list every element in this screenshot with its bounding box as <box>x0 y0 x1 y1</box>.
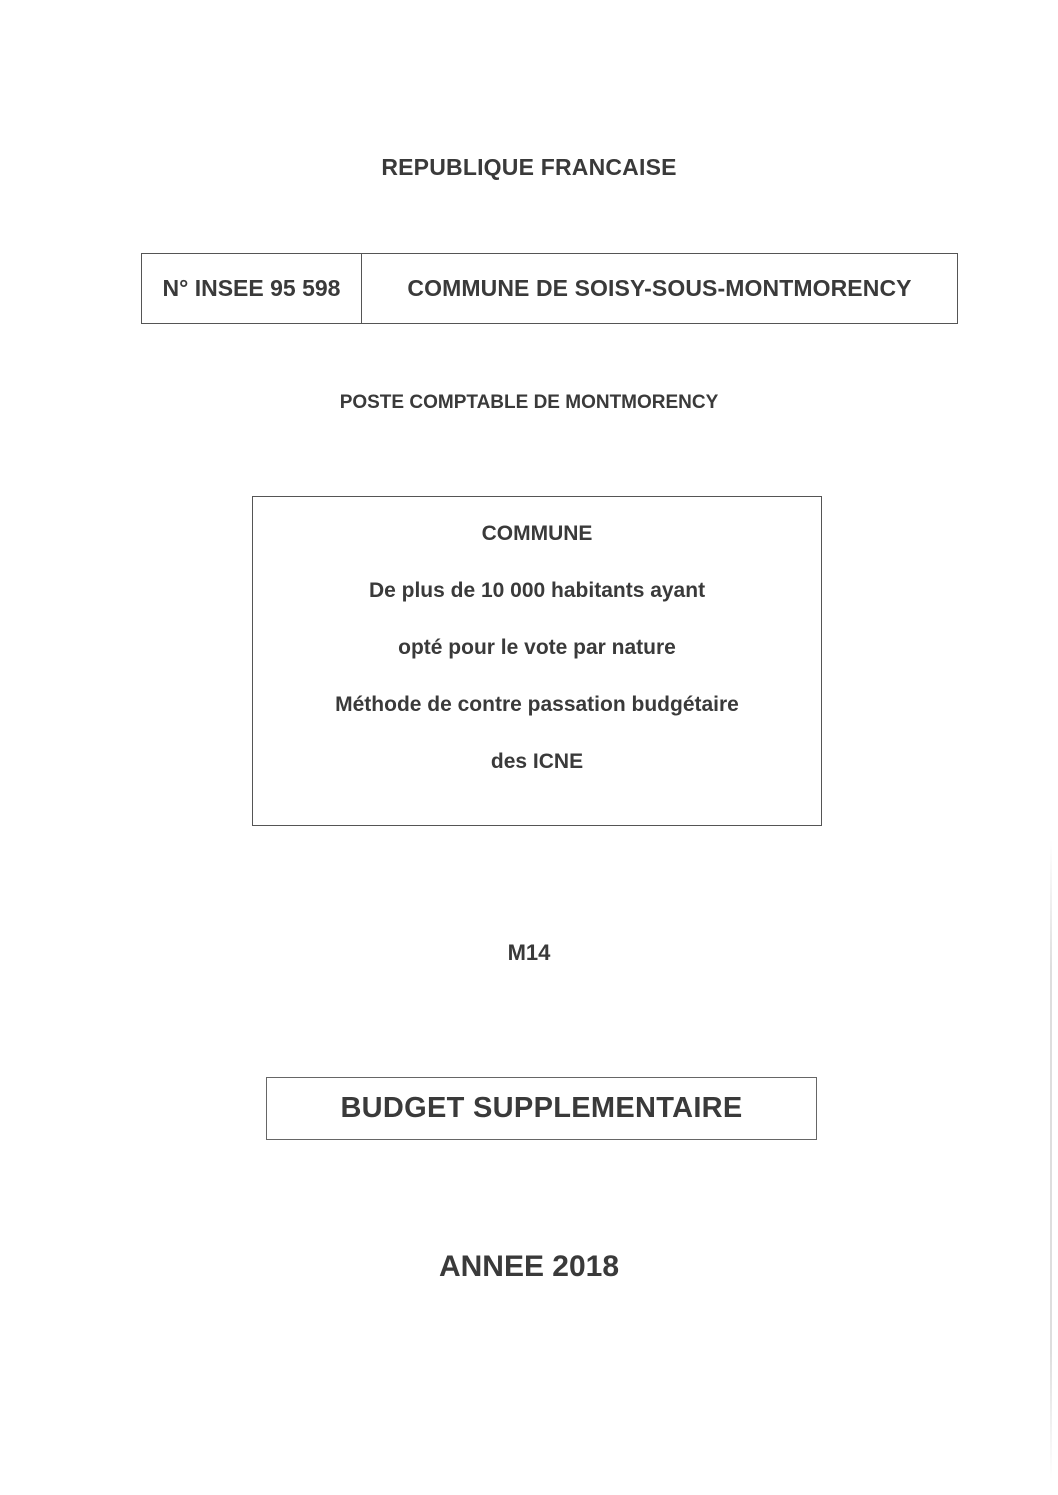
year-label: ANNEE 2018 <box>438 1250 620 1283</box>
description-box <box>252 496 822 826</box>
scan-edge-shadow <box>1050 840 1052 1480</box>
description-line: opté pour le vote par nature <box>398 636 676 659</box>
description-line: des ICNE <box>490 750 584 773</box>
description-line: COMMUNE <box>481 522 593 545</box>
budget-type-title: BUDGET SUPPLEMENTAIRE <box>266 1077 817 1140</box>
commune-name: COMMUNE DE SOISY-SOUS-MONTMORENCY <box>407 275 912 301</box>
description-line: De plus de 10 000 habitants ayant <box>368 579 706 602</box>
insee-number: N° INSEE 95 598 <box>142 254 362 323</box>
poste-comptable: POSTE COMPTABLE DE MONTMORENCY <box>339 392 719 413</box>
description-line: Méthode de contre passation budgétaire <box>335 693 739 716</box>
country-heading: REPUBLIQUE FRANCAISE <box>381 154 677 180</box>
header-table <box>141 253 958 324</box>
nomenclature-label: M14 <box>507 940 551 965</box>
